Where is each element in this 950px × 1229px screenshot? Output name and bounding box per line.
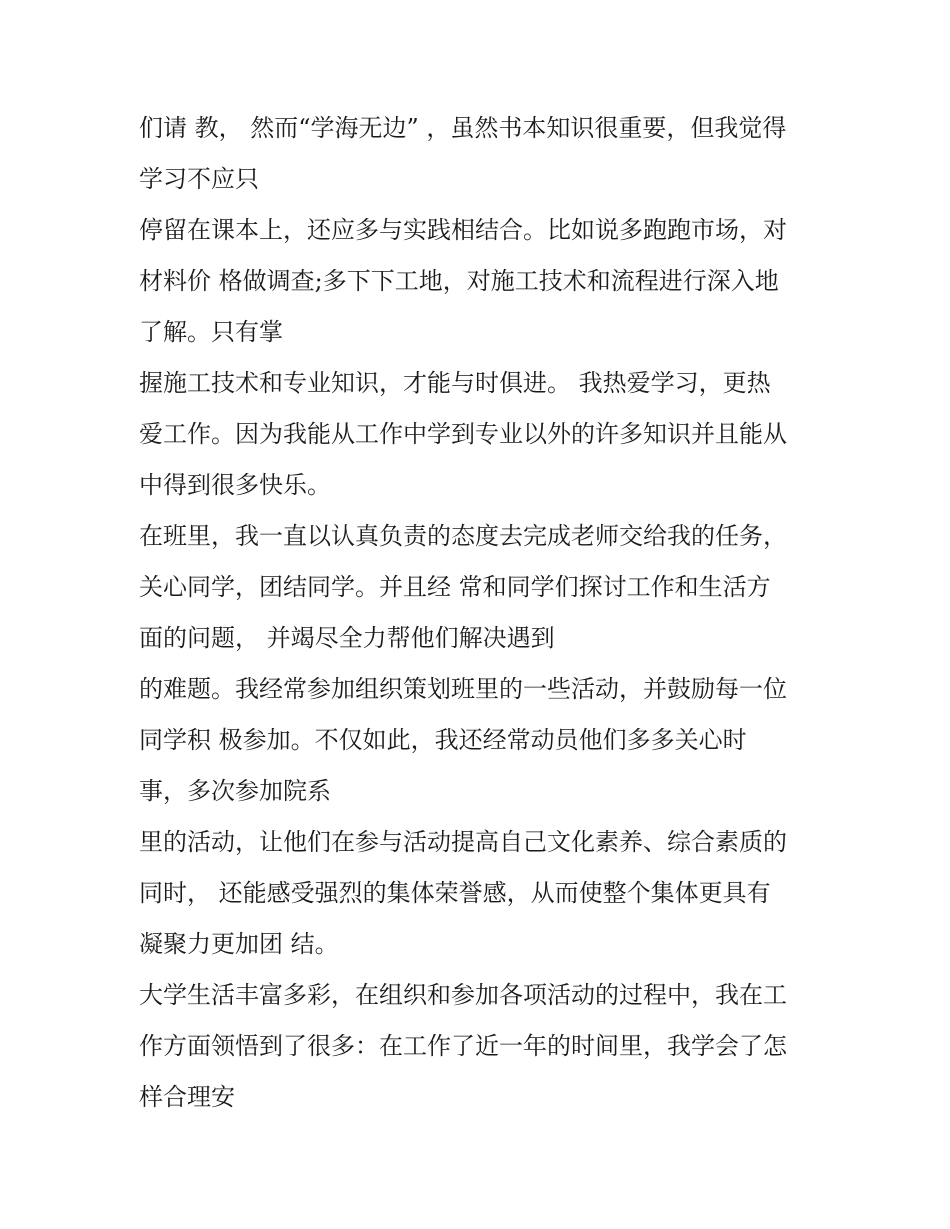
text-line: 中得到很多快乐。 — [139, 471, 331, 499]
text-line: 凝聚力更加团 结。 — [139, 930, 339, 958]
text-line: 大学生活丰富多彩，在组织和参加各项活动的过程中，我在工 — [139, 981, 787, 1009]
text-line: 停留在课本上，还应多与实践相结合。比如说多跑跑市场，对 — [139, 216, 787, 244]
text-line: 同时， 还能感受强烈的集体荣誉感，从而使整个集体更具有 — [139, 879, 771, 907]
text-line: 关心同学，团结同学。并且经 常和同学们探讨工作和生活方 — [139, 573, 771, 601]
text-line: 们请 教， 然而“学海无边” ，虽然书本知识很重要，但我觉得 — [139, 114, 787, 142]
text-line: 了解。只有掌 — [139, 318, 283, 346]
text-line: 握施工技术和专业知识，才能与时俱进。 我热爱学习，更热 — [139, 369, 771, 397]
body-text — [139, 103, 819, 1123]
text-line: 样合理安 — [139, 1083, 235, 1111]
text-line: 里的活动，让他们在参与活动提高自己文化素养、综合素质的 — [139, 828, 787, 856]
text-line: 的难题。我经常参加组织策划班里的一些活动，并鼓励每一位 — [139, 675, 787, 703]
text-line: 在班里，我一直以认真负责的态度去完成老师交给我的任务， — [139, 522, 787, 550]
text-line: 事，多次参加院系 — [139, 777, 331, 805]
text-line: 同学积 极参加。不仅如此，我还经常动员他们多多关心时 — [139, 726, 747, 754]
text-line: 爱工作。因为我能从工作中学到专业以外的许多知识并且能从 — [139, 420, 787, 448]
text-line: 材料价 格做调查;多下下工地，对施工技术和流程进行深入地 — [139, 267, 779, 295]
text-line: 作方面领悟到了很多：在工作了近一年的时间里，我学会了怎 — [139, 1032, 787, 1060]
text-line: 学习不应只 — [139, 165, 259, 193]
text-line: 面的问题， 并竭尽全力帮他们解决遇到 — [139, 624, 555, 652]
